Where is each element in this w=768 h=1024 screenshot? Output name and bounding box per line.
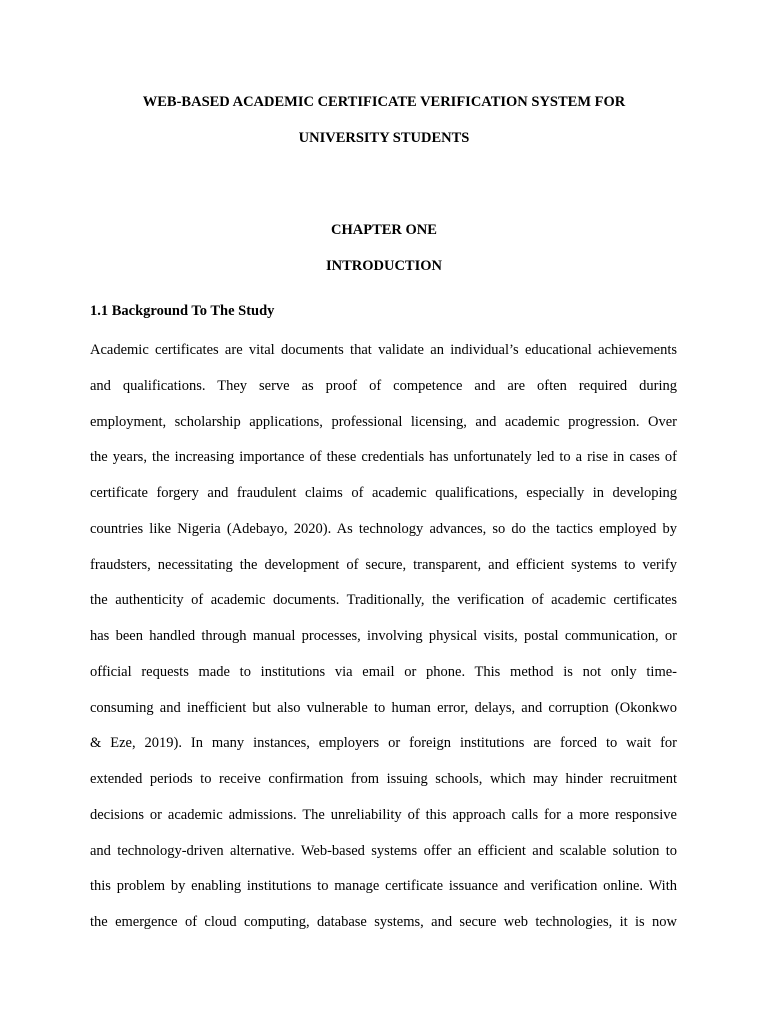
paragraph-line: this problem by enabling institutions to manage certificate issuance and verification online. With: [90, 878, 677, 895]
paragraph-line: and qualifications. They serve as proof of competence and are often required during: [90, 377, 677, 394]
paragraph-line: and technology-driven alternative. Web-based systems offer an efficient and scalable solution to: [90, 842, 677, 859]
paragraph-line: Academic certificates are vital documents that validate an individual’s educational achievements: [90, 342, 677, 358]
document-title-line-1: WEB-BASED ACADEMIC CERTIFICATE VERIFICATION SYSTEM FOR: [142, 94, 626, 110]
paragraph-line: certificate forgery and fraudulent claims of academic qualifications, especially in developing: [90, 485, 677, 501]
paragraph-line: official requests made to institutions via email or phone. This method is not only time-: [90, 663, 677, 680]
paragraph-line: the emergence of cloud computing, database systems, and secure web technologies, it is now: [90, 914, 677, 930]
paragraph-line: has been handled through manual processes, involving physical visits, postal communication, or: [90, 628, 677, 644]
chapter-title: INTRODUCTION: [325, 258, 442, 274]
paragraph-line: decisions or academic admissions. The unreliability of this approach calls for a more responsive: [90, 806, 677, 823]
paragraph-line: the authenticity of academic documents. Traditionally, the verification of academic certificates: [90, 592, 677, 609]
chapter-label: CHAPTER ONE: [331, 222, 437, 238]
paragraph-line: fraudsters, necessitating the development of secure, transparent, and efficient systems to verify: [90, 556, 677, 573]
paragraph-line: extended periods to receive confirmation from issuing schools, which may hinder recruitment: [90, 771, 677, 787]
paragraph-line: employment, scholarship applications, professional licensing, and academic progression. Over: [90, 413, 677, 430]
paragraph-line: countries like Nigeria (Adebayo, 2020). As technology advances, so do the tactics employed by: [90, 520, 677, 537]
section-heading: 1.1 Background To The Study: [90, 303, 275, 319]
paragraph-line: the years, the increasing importance of these credentials has unfortunately led to a rise in cases of: [90, 449, 677, 466]
paragraph-line: & Eze, 2019). In many instances, employers or foreign institutions are forced to wait for: [90, 735, 677, 752]
paragraph-line: consuming and inefficient but also vulnerable to human error, delays, and corruption (Okonkwo: [90, 699, 677, 716]
document-title-line-2: UNIVERSITY STUDENTS: [298, 130, 470, 146]
body-paragraph: [90, 339, 677, 947]
